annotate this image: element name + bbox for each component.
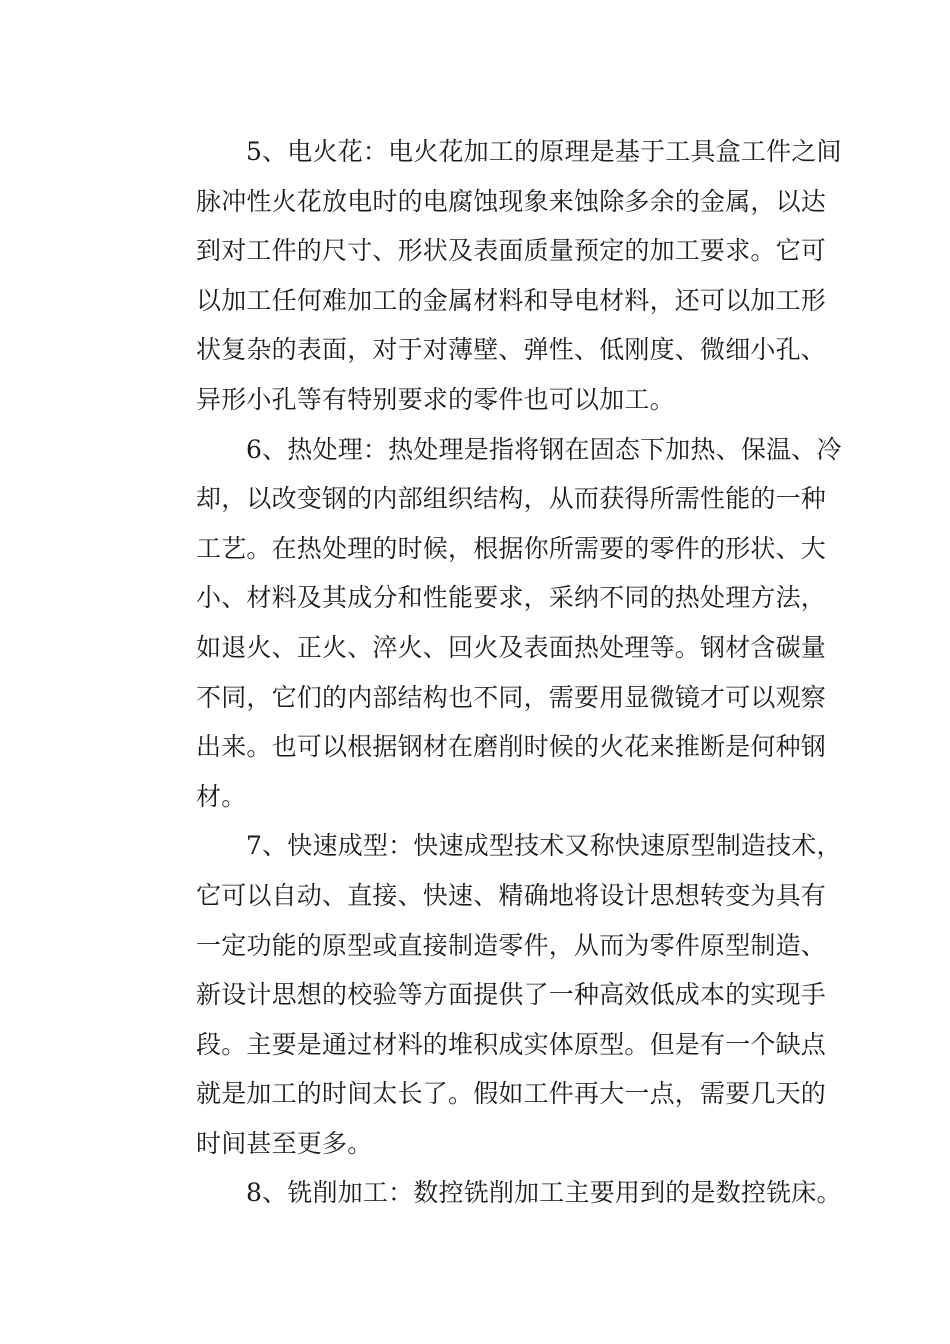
paragraph-electric-spark (146, 127, 842, 425)
text-line: 出来。也可以根据钢材在磨削时候的火花来推断是何种钢 (196, 732, 827, 762)
text-line: 8、铣削加工：数控铣削加工主要用到的是数控铣床。 (246, 1178, 842, 1208)
text-line: 工艺。在热处理的时候，根据你所需要的零件的形状、大 (196, 533, 827, 563)
text-line: 脉冲性火花放电时的电腐蚀现象来蚀除多余的金属，以达 (196, 186, 827, 216)
text-line: 时间甚至更多。 (196, 1128, 373, 1158)
text-line: 却，以改变钢的内部组织结构，从而获得所需性能的一种 (196, 484, 827, 514)
text-line: 新设计思想的校验等方面提供了一种高效低成本的实现手 (196, 980, 827, 1010)
paragraph-rapid-prototyping (146, 821, 842, 1168)
text-line: 段。主要是通过材料的堆积成实体原型。但是有一个缺点 (196, 1029, 827, 1059)
text-line: 异形小孔等有特别要求的零件也可以加工。 (196, 384, 675, 414)
text-line: 材。 (196, 781, 247, 811)
text-line: 如退火、正火、淬火、回火及表面热处理等。钢材含碳量 (196, 632, 827, 662)
text-line: 5、电火花：电火花加工的原理是基于工具盒工件之间 (246, 137, 842, 166)
document-body (146, 127, 842, 1218)
text-line: 以加工任何难加工的金属材料和导电材料，还可以加工形 (196, 285, 827, 315)
text-line: 它可以自动、直接、快速、精确地将设计思想转变为具有 (196, 880, 827, 910)
text-line: 6、热处理：热处理是指将钢在固态下加热、保温、冷 (246, 434, 842, 464)
text-line: 就是加工的时间太长了。假如工件再大一点，需要几天的 (196, 1079, 827, 1109)
text-line: 到对工件的尺寸、形状及表面质量预定的加工要求。它可 (196, 236, 827, 266)
text-line: 不同，它们的内部结构也不同，需要用显微镜才可以观察 (196, 682, 827, 712)
text-line: 一定功能的原型或直接制造零件，从而为零件原型制造、 (196, 930, 827, 960)
paragraph-milling (146, 1168, 842, 1218)
text-line: 小、材料及其成分和性能要求，采纳不同的热处理方法， (196, 583, 827, 613)
paragraph-heat-treatment (146, 425, 842, 822)
text-line: 状复杂的表面，对于对薄壁、弹性、低刚度、微细小孔、 (196, 335, 827, 365)
text-line: 7、快速成型：快速成型技术又称快速原型制造技术， (246, 831, 842, 861)
